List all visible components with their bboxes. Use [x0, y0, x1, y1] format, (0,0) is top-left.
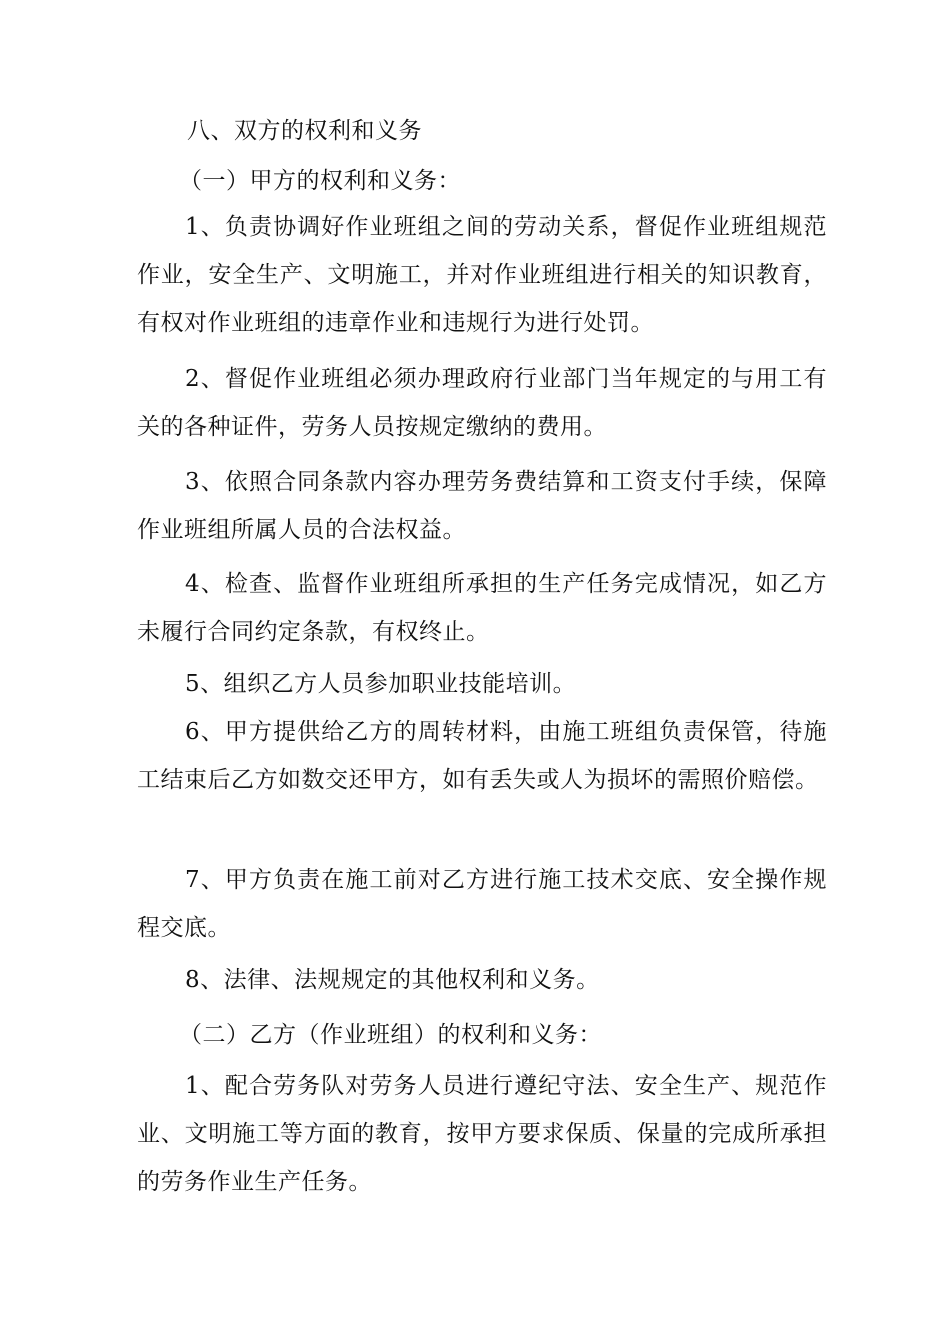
- party-a-item-8: 8、法律、法规规定的其他权利和义务。: [185, 967, 600, 993]
- party-a-heading: （一）甲方的权利和义务：: [179, 168, 461, 194]
- party-b-item-1: 1、配合劳务队对劳务人员进行遵纪守法、安全生产、规范作业、文明施工等方面的教育，按甲方要求保质、保量的完成所承担的劳务作业生产任务。: [137, 1073, 827, 1195]
- party-a-item-6: 6、甲方提供给乙方的周转材料，由施工班组负责保管，待施工结束后乙方如数交还甲方，如有丢失或人为损坏的需照价赔偿。: [137, 719, 827, 793]
- party-a-item-1: 1、负责协调好作业班组之间的劳动关系，督促作业班组规范作业，安全生产、文明施工，并对作业班组进行相关的知识教育，有权对作业班组的违章作业和违规行为进行处罚。: [137, 214, 827, 336]
- party-b-heading: （二）乙方（作业班组）的权利和义务：: [179, 1022, 602, 1048]
- party-a-item-3: 3、依照合同条款内容办理劳务费结算和工资支付手续，保障作业班组所属人员的合法权益。: [137, 469, 827, 543]
- party-a-item-4: 4、检查、监督作业班组所承担的生产任务完成情况，如乙方未履行合同约定条款，有权终止。: [137, 571, 827, 645]
- party-a-item-5: 5、组织乙方人员参加职业技能培训。: [185, 671, 577, 697]
- section-title: 八、双方的权利和义务: [187, 118, 422, 144]
- party-a-item-2: 2、督促作业班组必须办理政府行业部门当年规定的与用工有关的各种证件，劳务人员按规定缴纳的费用。: [137, 366, 827, 440]
- party-a-item-7: 7、甲方负责在施工前对乙方进行施工技术交底、安全操作规程交底。: [137, 867, 827, 941]
